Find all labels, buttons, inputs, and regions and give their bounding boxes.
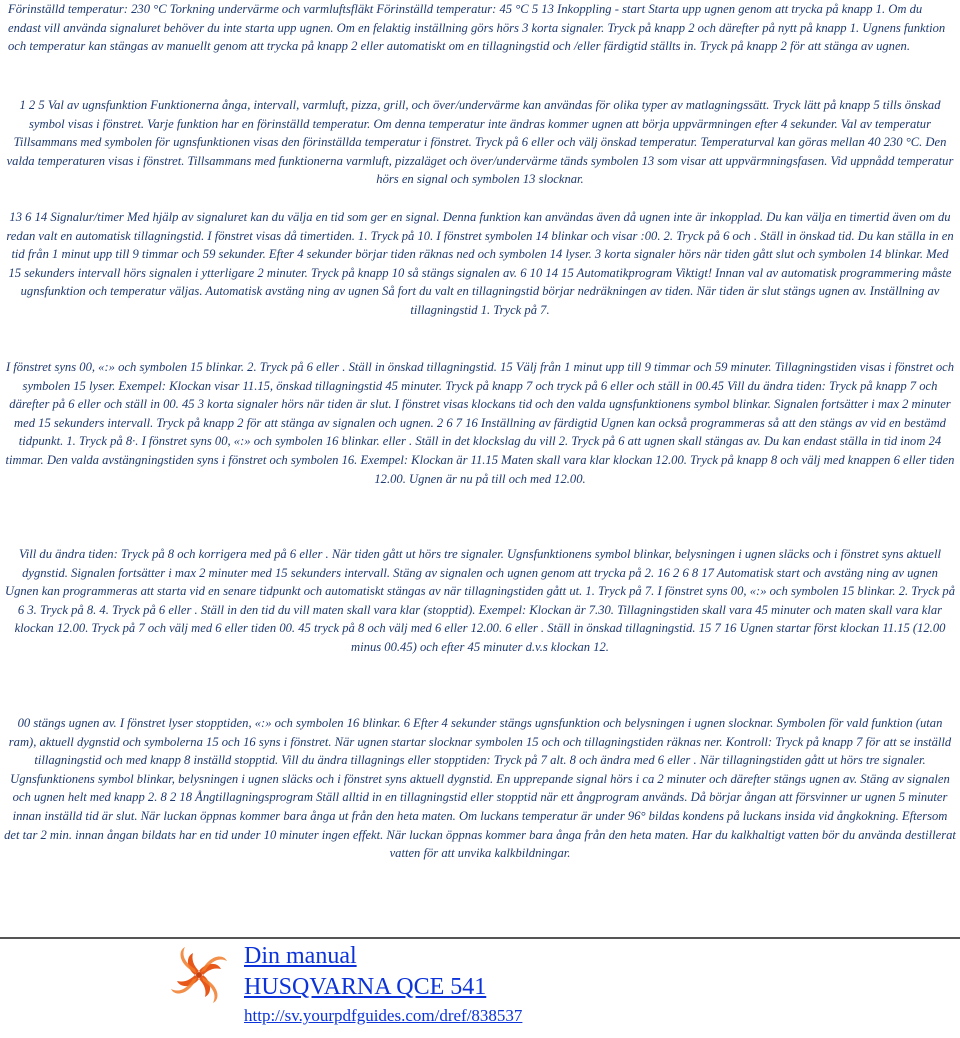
pdf-guides-swirl-logo-icon xyxy=(168,944,230,1006)
model-link[interactable]: HUSQVARNA QCE 541 xyxy=(244,974,487,1000)
paragraph-steam-program: 00 stängs ugnen av. I fönstret lyser stopptiden, «:» och symbolen 16 blinkar. 6 Efter 4 sekunder stängs ugnsfunktion och belysningen i ugnen slocknar. Symbolen för vald funktion (utan ram), aktuell dygnstid och symbolerna 15 och 16 syns i fönstret. När ugnen startar slocknar symbolen 15 och och tillagningstiden räknas ner. Kontroll: Tryck på knapp 7 för att se inställd tillagningstid och med knapp 8 inställd stopptid. Vill du ändra tillagnings eller stopptiden: Tryck på 7 alt. 8 och ändra med 6 eller . När tillagningstiden gått ut hörs tre signaler. Ugnsfunktionens symbol blinkar, belysningen i ugnen släcks och i fönstret syns aktuell dygnstid. En upprepande signal hörs i ca 2 minuter och därefter stängs ugnen av. Stäng av signalen och ugnen helt med knapp 2. 8 2 18 Ångtillagningsprogram Ställ alltid in en tillagningstid eller stopptid när ett ångprogram används. Då börjar ångan att försvinner ur ugnen 5 minuter innan inställd tid är slut. När luckan öppnas kommer bara ånga ut från den heta maten. Om luckans temperatur är under 96° bildas kondens på luckans insida vid ångkokning. Eftersom det tar 2 min. innan ångan bildats har en tid under 10 minuter ingen effekt. När luckan öppnas kommer bara ånga från den heta maten. Har du kalkhaltigt vatten bör du använda destillerat vatten för att unvika kalkbildningar. xyxy=(4,716,956,861)
paragraph-timer: 13 6 14 Signalur/timer Med hjälp av signaluret kan du välja en tid som ger en signal. Denna funktion kan användas även då ugnen inte är inkopplad. Du kan välja en timertid även om du redan valt en automatisk tillagningstid. I fönstret visas då timertiden. 1. Tryck på 10. I fönstret symbolen 14 blinkar och visar :00. 2. Tryck på 6 och . Ställ in önskad tid. Du kan ställa in en tid från 1 minut upp till 9 timmar och 59 sekunder. Efter 4 sekunder börjar tiden räknas ned och symbolen 14 lyser. 3 korta signaler hörs när tiden gått slut och symbolen 14 blinkar. Med 15 sekunders intervall hörs signalen i ytterligare 2 minuter. Tryck på knapp 10 så stängs signalen av. 6 10 14 15 Automatikprogram Viktigt! Innan val av automatisk programmering måste ugnsfunktion och temperatur väljas. Automatisk avstäng ning av ugnen Så fort du valt en tillagningstid börjar nedräkningen av tiden. När tiden är slut stängs ugnen av. Inställning av tillagningstid 1. Tryck på 7. xyxy=(6,210,954,317)
paragraph-ignition: Förinställd temperatur: 230 °C Torkning undervärme och varmluftsfläkt Förinställd temperatur: 45 °C 5 13 Inkoppling - start Starta upp ugnen genom att trycka på knapp 1. Om du endast vill använda signaluret behöver du inte starta upp ugnen. Om en felaktig inställning görs hörs 3 korta signaler. Tryck på knapp 2 och därefter på nytt på knapp 1. Ugnens funktion och temperatur kan stängas av manuellt genom att trycka på knapp 2 eller automatiskt om en tillagningstid och /eller färdigtid ställts in. Tryck på knapp 2 för att stänga av ugnen. xyxy=(8,2,946,54)
source-url-link[interactable]: http://sv.yourpdfguides.com/dref/838537 xyxy=(244,1006,523,1025)
din-manual-link[interactable]: Din manual xyxy=(244,943,357,969)
footer-links xyxy=(244,941,522,1029)
footer xyxy=(0,941,960,1038)
footer-divider xyxy=(0,937,960,939)
paragraph-cooking-time: I fönstret syns 00, «:» och symbolen 15 blinkar. 2. Tryck på 6 eller . Ställ in önskad tillagningstid. 15 Välj från 1 minut upp till 9 timmar och 59 minuter. Tillagningstiden visas i fönstret och symbolen 15 lyser. Exempel: Klockan visar 11.15, önskad tillagningstid 45 minuter. Tryck på knapp 7 och tryck på 6 eller och ställ in 00.45 Vill du ändra tiden: Tryck på knapp 7 och därefter på 6 eller och ställ in 00. 45 3 korta signaler hörs när tiden är slut. I fönstret visas klockans tid och den valda ugnsfunktionens symbol blinkar. Signalen fortsätter i max 2 minuter med 15 sekunders intervall. Tryck på knapp 2 för att stänga av signalen och ugnen. 2 6 7 16 Inställning av färdigtid Ugnen kan också programmeras så att den stängs av vid en bestämd tidpunkt. 1. Tryck på 8·. I fönstret syns 00, «:» och symbolen 16 blinkar. eller . Ställ in det klockslag du vill 2. Tryck på 6 att ugnen skall stängas av. Du kan endast ställa in tid inom 24 timmar. Den valda avstängningstiden syns i fönstret och symbolen 16. Exempel: Klockan är 11.15 Maten skall vara klar klockan 12.00. Tryck på knapp 8 och välj med knappen 6 eller tiden 12.00. Ugnen är nu på till och med 12.00. xyxy=(5,360,955,486)
paragraph-oven-function: 1 2 5 Val av ugnsfunktion Funktionerna ånga, intervall, varmluft, pizza, grill, och över/undervärme kan användas för olika typer av matlagningssätt. Tryck lätt på knapp 5 tills önskad symbol visas i fönstret. Varje funktion har en förinställd temperatur. Om denna temperatur inte ändras kommer ugnen att börja uppvärmningen efter 4 sekunder. Val av temperatur Tillsammans med symbolen för ugnsfunktionen visas den förinställda temperatur i fönstret. Tryck på 6 eller och välj önskad temperatur. Temperaturval kan göras mellan 40 230 °C. Den valda temperaturen visas i fönstret. Tillsammans med funktionerna varmluft, pizzaläget och över/undervärme tänds symbolen 13 som visar att uppvärmningsfasen. Vid uppnådd temperatur hörs en signal och symbolen 13 slocknar. xyxy=(6,98,954,187)
paragraph-auto-start: Vill du ändra tiden: Tryck på 8 och korrigera med på 6 eller . När tiden gått ut hörs tre signaler. Ugnsfunktionens symbol blinkar, belysningen i ugnen släcks och i fönstret syns aktuell dygnstid. Signalen fortsätter i max 2 minuter med 15 sekunders intervall. Stäng av signalen och ugnen genom att trycka på 2. 16 2 6 8 17 Automatisk start och avstäng ning av ugnen Ugnen kan programmeras att starta vid en senare tidpunkt och automatiskt stängas av när tillagningstiden gått ut. 1. Tryck på 7. I fönstret syns 00, «:» och symbolen 15 blinkar. 2. Tryck på 6 3. Tryck på 8. 4. Tryck på 6 eller . Ställ in den tid du vill maten skall vara klar (stopptid). Exempel: Klockan är 7.30. Tillagningstiden skall vara 45 minuter och maten skall vara klar klockan 12.00. Tryck på 7 och välj med 6 eller tiden 00. 45 tryck på 8 och välj med 6 eller 12.00. 6 eller . Ställ in önskad tillagningstid. 15 7 16 Ugnen startar först klockan 11.15 (12.00 minus 00.45) och efter 45 minuter d.v.s klockan 12. xyxy=(4,547,956,654)
